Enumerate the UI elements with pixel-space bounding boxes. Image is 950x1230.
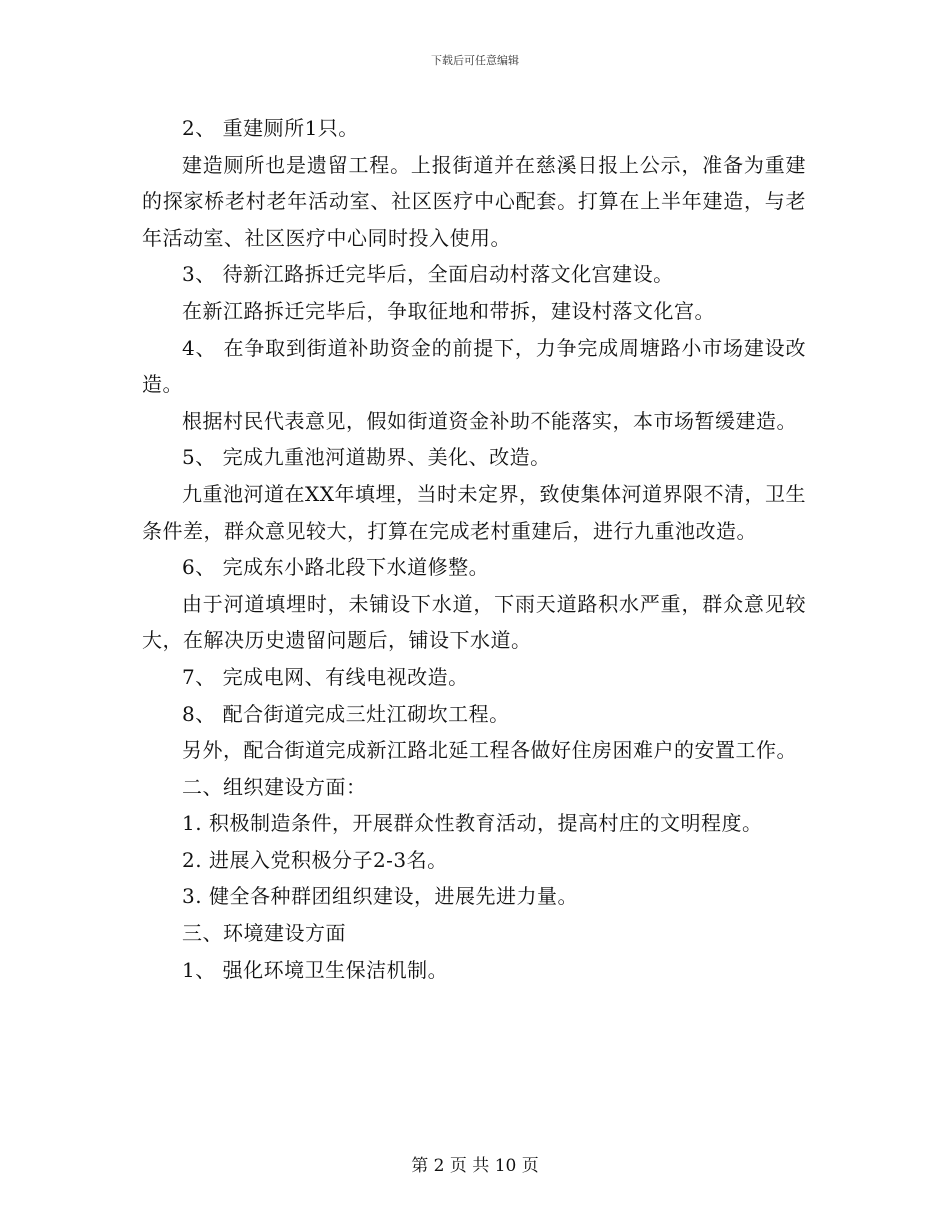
paragraph: 建造厕所也是遗留工程。上报街道并在慈溪日报上公示，准备为重建的探家桥老村老年活动室、社区医疗中心配套。打算在上半年建造，与老年活动室、社区医疗中心同时投入使用。 <box>142 152 806 250</box>
paragraph: 8、 配合街道完成三灶江砌坎工程。 <box>182 701 510 726</box>
page-number: 第 2 页 共 10 页 <box>411 1156 539 1176</box>
paragraph: 5、 完成九重池河道勘界、美化、改造。 <box>182 445 551 470</box>
paragraph: 6、 完成东小路北段下水道修整。 <box>182 555 490 580</box>
paragraph: 2、 重建厕所1只。 <box>182 116 359 140</box>
paragraph: 九重池河道在XX年填埋，当时未定界，致使集体河道界限不清，卫生条件差，群众意见较大，打算在完成老村重建后，进行九重池改造。 <box>142 481 806 543</box>
paragraph: 4、 在争取到街道补助资金的前提下，力争完成周塘路小市场建设改造。 <box>142 335 806 397</box>
paragraph: 7、 完成电网、有线电视改造。 <box>182 664 469 689</box>
section-heading: 三、环境建设方面 <box>182 921 346 946</box>
paragraph: 另外，配合街道完成新江路北延工程各做好住房困难户的安置工作。 <box>182 738 797 763</box>
paragraph: 1. 积极制造条件，开展群众性教育活动，提高村庄的文明程度。 <box>182 811 763 836</box>
paragraph: 3、 待新江路拆迁完毕后，全面启动村落文化宫建设。 <box>182 262 674 287</box>
header-note: 下载后可任意编辑 <box>431 54 519 67</box>
document-body <box>142 110 806 988</box>
paragraph: 在新江路拆迁完毕后，争取征地和带拆，建设村落文化宫。 <box>182 298 715 323</box>
section-heading: 二、组织建设方面： <box>182 774 367 799</box>
paragraph: 1、 强化环境卫生保洁机制。 <box>182 957 449 982</box>
paragraph: 根据村民代表意见，假如街道资金补助不能落实，本市场暂缓建造。 <box>182 408 797 433</box>
paragraph: 3. 健全各种群团组织建设，进展先进力量。 <box>182 884 578 909</box>
paragraph: 由于河道填埋时，未铺设下水道，下雨天道路积水严重，群众意见较大，在解决历史遗留问题后，铺设下水道。 <box>142 591 806 653</box>
paragraph: 2. 进展入党积极分子2-3名。 <box>182 847 448 872</box>
